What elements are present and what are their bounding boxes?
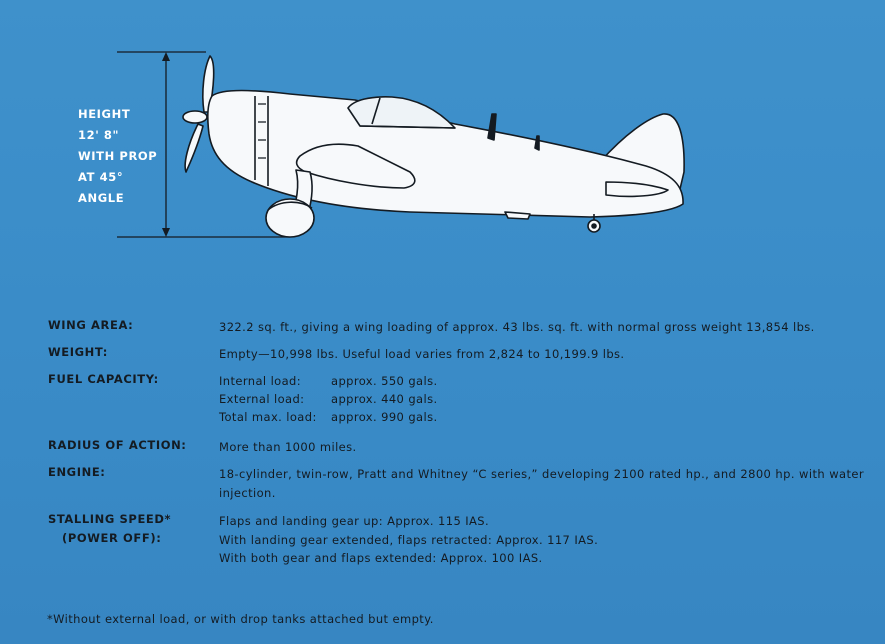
footnote: *Without external load, or with drop tanks attached but empty. xyxy=(47,612,434,626)
spec-label-stalling-speed: STALLING SPEED* xyxy=(48,512,172,526)
spec-label-engine: ENGINE: xyxy=(48,465,106,479)
spec-value-engine: 18-cylinder, twin-row, Pratt and Whitney “C series,” developing 2100 rated hp., and 2800 hp. with water injection. xyxy=(219,467,864,500)
spec-value-weight: Empty—10,998 lbs. Useful load varies from 2,824 to 10,199.9 lbs. xyxy=(219,347,625,361)
propeller-blade-lower xyxy=(185,124,203,172)
propeller-spinner xyxy=(183,111,207,123)
stalling-speed-line: Flaps and landing gear up: Approx. 115 IAS. xyxy=(219,514,490,528)
spec-label-radius-of-action: RADIUS OF ACTION: xyxy=(48,438,187,452)
stalling-speed-line: With landing gear extended, flaps retracted: Approx. 117 IAS. xyxy=(219,532,599,547)
fuel-row-name: Internal load: xyxy=(219,374,302,388)
fuel-row-amount: approx. 990 gals. xyxy=(331,410,438,424)
fuel-row-amount: approx. 440 gals. xyxy=(331,392,438,406)
height-callout-line: ANGLE xyxy=(78,191,125,205)
canopy xyxy=(348,97,455,128)
spec-value-radius-of-action: More than 1000 miles. xyxy=(219,440,357,454)
spec-label-power-off: (POWER OFF): xyxy=(62,531,162,545)
stalling-speed-line: With both gear and flaps extended: Approx. 100 IAS. xyxy=(219,551,543,565)
fuel-row-name: External load: xyxy=(219,392,305,406)
spec-label-fuel-capacity: FUEL CAPACITY: xyxy=(48,372,159,386)
height-callout-line: AT 45° xyxy=(78,170,124,184)
aircraft-drawing xyxy=(183,56,684,237)
fuel-capacity-table xyxy=(219,372,879,426)
height-callout-line: 12' 8" xyxy=(78,128,120,142)
height-callout xyxy=(78,104,158,209)
fuel-row-amount: approx. 550 gals. xyxy=(331,374,438,388)
spec-value-wing-area: 322.2 sq. ft., giving a wing loading of approx. 43 lbs. sq. ft. with normal gross weight 13,854 lbs. xyxy=(219,320,815,334)
height-callout-line: HEIGHT xyxy=(78,107,131,121)
fuel-row-name: Total max. load: xyxy=(219,410,317,424)
height-callout-line: WITH PROP xyxy=(78,149,158,163)
spec-label-wing-area: WING AREA: xyxy=(48,318,134,332)
spec-label-weight: WEIGHT: xyxy=(48,345,108,359)
